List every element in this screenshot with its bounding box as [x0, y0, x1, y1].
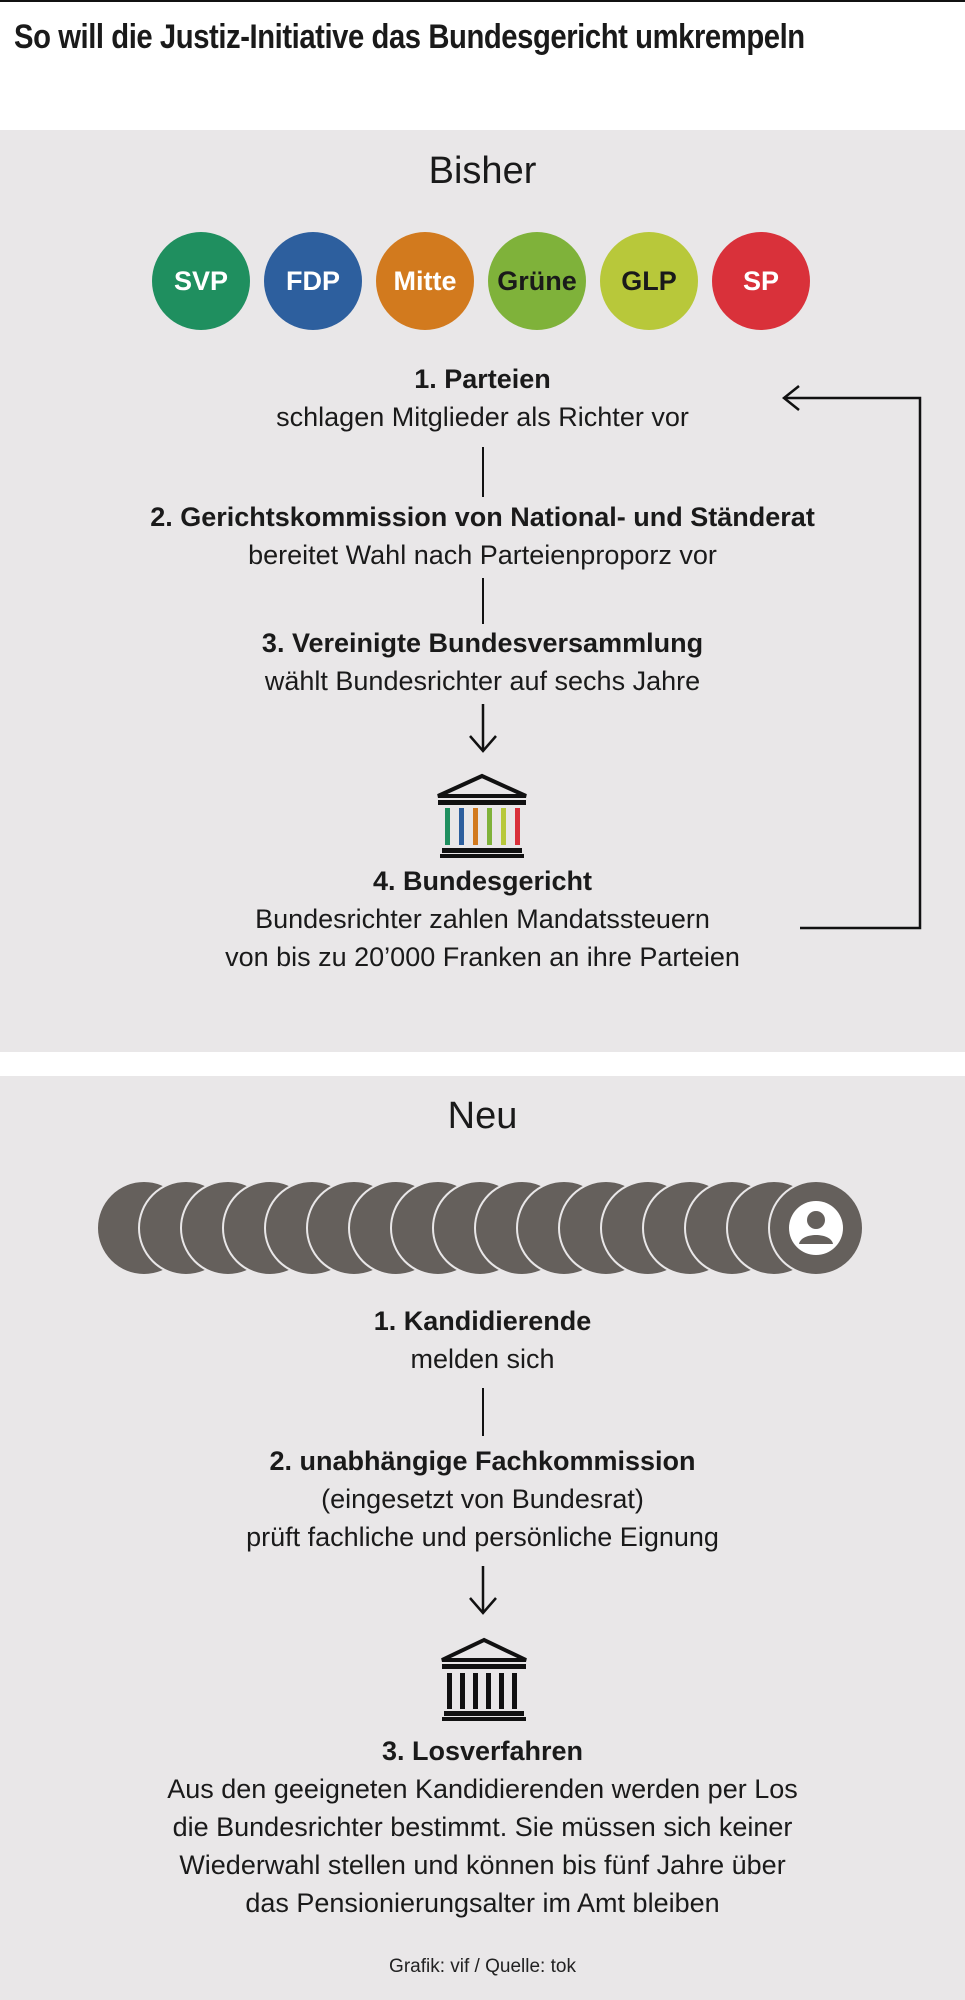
party-fdp: FDP — [264, 232, 362, 330]
step-title: 2. unabhängige Fachkommission — [269, 1446, 696, 1476]
courthouse-icon — [438, 1636, 530, 1722]
step-text: bereitet Wahl nach Parteienproporz vor — [248, 540, 717, 570]
step-text: das Pensionierungsalter im Amt bleiben — [245, 1888, 720, 1918]
step-title: 3. Losverfahren — [381, 1736, 584, 1766]
party-sp: SP — [712, 232, 810, 330]
party-mitte: Mitte — [376, 232, 474, 330]
page-title: So will die Justiz-Initiative das Bundesgericht umkrempeln — [14, 18, 805, 56]
step-text: Aus den geeigneten Kandidierenden werden per Los — [167, 1774, 798, 1804]
connector-line — [482, 1388, 484, 1436]
party-glp: GLP — [600, 232, 698, 330]
neu-step-1 — [0, 1302, 965, 1378]
neu-heading: Neu — [447, 1095, 518, 1137]
step-text: von bis zu 20’000 Franken an ihre Parteien — [225, 942, 740, 972]
step-text: melden sich — [410, 1344, 555, 1374]
step-text: wählt Bundesrichter auf sechs Jahre — [264, 666, 701, 696]
step-title: 3. Vereinigte Bundesversammlung — [261, 628, 704, 658]
party-gruene: Grüne — [488, 232, 586, 330]
bisher-heading: Bisher — [428, 150, 537, 192]
source-credit: Grafik: vif / Quelle: tok — [389, 1956, 576, 1977]
step-text: Wiederwahl stellen und können bis fünf Jahre über — [179, 1850, 786, 1880]
step-text: (eingesetzt von Bundesrat) — [321, 1484, 644, 1514]
step-text: Bundesrichter zahlen Mandatssteuern — [255, 904, 710, 934]
candidate-disc-front — [768, 1180, 864, 1276]
step-title: 1. Parteien — [414, 364, 551, 394]
person-icon — [770, 1182, 862, 1274]
neu-step-3 — [0, 1732, 965, 1922]
neu-step-2 — [0, 1442, 965, 1556]
step-text: die Bundesrichter bestimmt. Sie müssen sich keiner — [172, 1812, 793, 1842]
party-svp: SVP — [152, 232, 250, 330]
step-title: 2. Gerichtskommission von National- und Ständerat — [150, 502, 815, 532]
step-title: 1. Kandidierende — [373, 1306, 592, 1336]
step-title: 4. Bundesgericht — [372, 866, 593, 896]
down-arrow-icon — [467, 1566, 499, 1616]
step-text: prüft fachliche und persönliche Eignung — [246, 1522, 719, 1552]
step-text: schlagen Mitglieder als Richter vor — [276, 402, 689, 432]
candidate-pool — [96, 1180, 876, 1276]
